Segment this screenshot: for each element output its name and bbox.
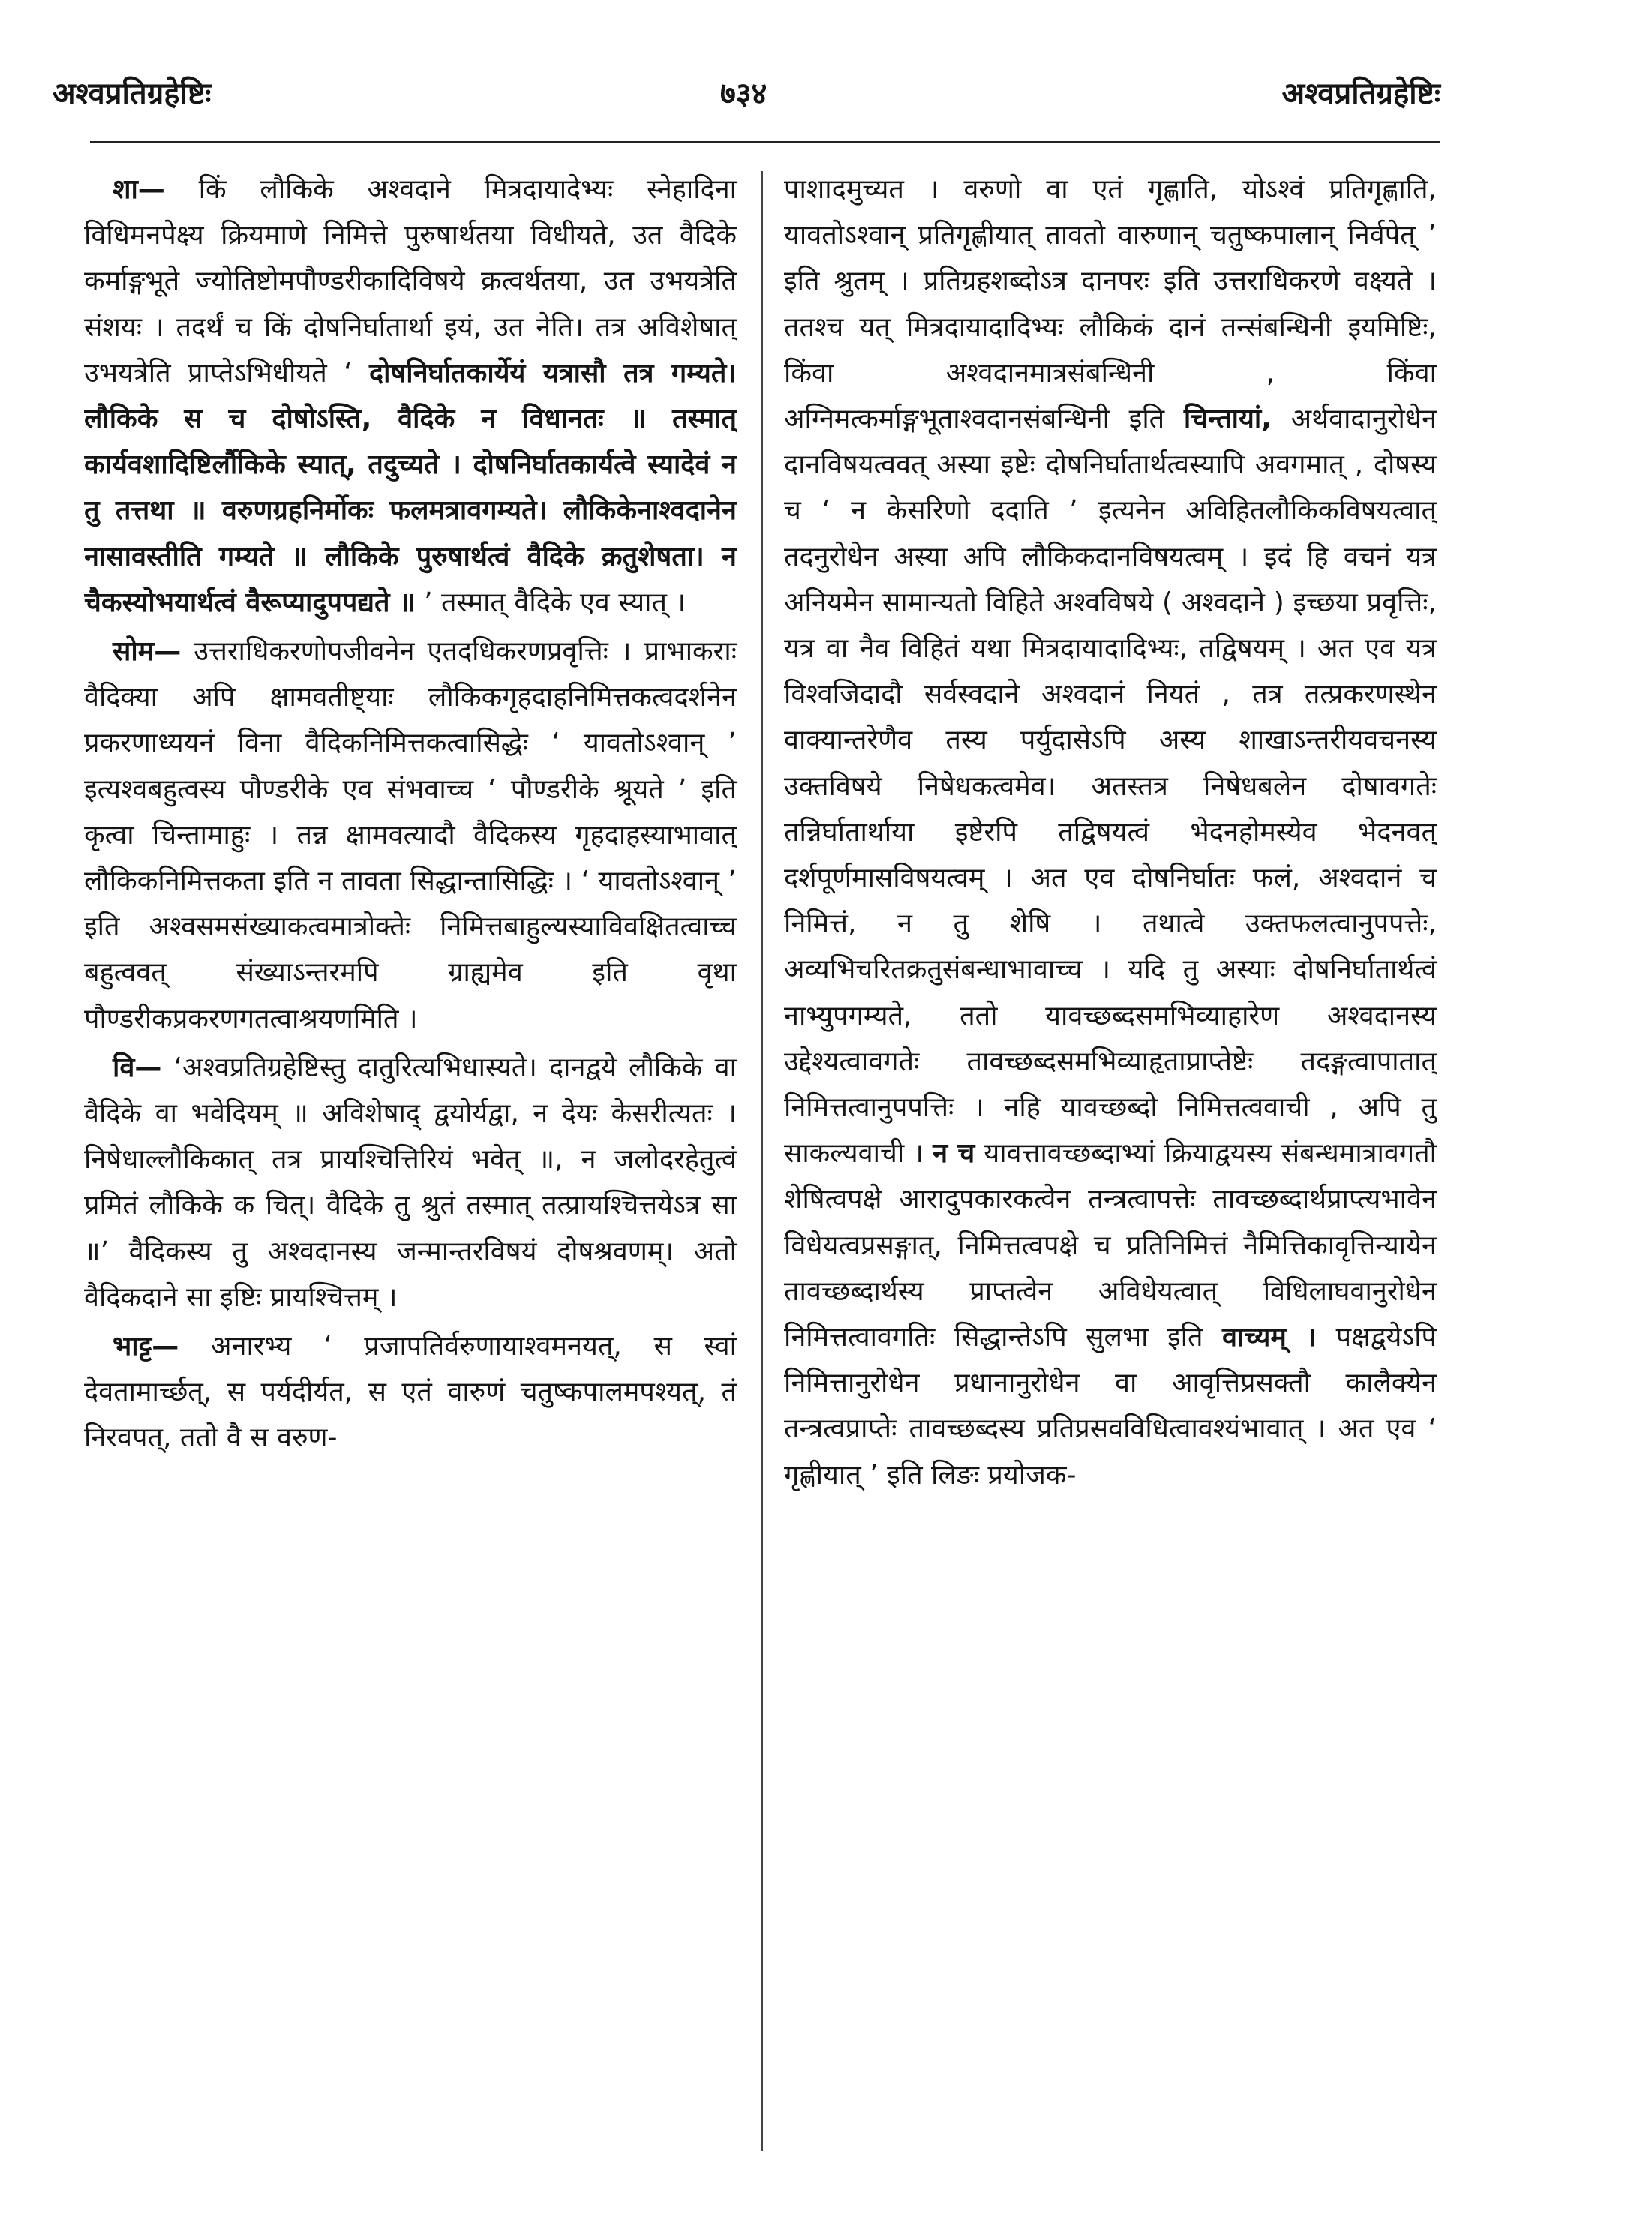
commentary-paragraph-vi (84, 1045, 737, 1320)
paragraph-text: अर्थवादानुरोधेन दानविषयत्ववत् अस्या इष्टेः दोषनिर्घातार्थत्वस्यापि अवगमात् , दोषस्य च ‘ न केसरिणो ददाति ’ इत्यनेन अविहितलौकिकविषयत्वात् तदनुरोधेन अस्या अपि लौकिकदानविषयत्वम् । इदं हि वचनं यत्र अनियमेन सामान्यतो विहिते अश्वविषये ( अश्वदाने ) इच्छया प्रवृत्तिः, यत्र वा नैव विहितं यथा मित्रदायादादिभ्यः, तद्विषयम् । अत एव यत्र विश्वजिदादौ सर्वस्वदाने अश्वदानं नियतं , तत्र तत्प्रकरणस्थेन वाक्यान्तरेणैव तस्य पर्युदासेऽपि अस्य शाखाऽन्तरीयवचनस्य उक्तविषये निषेधकत्वमेव। अतस्तत्र निषेधबलेन दोषावगतेः तन्निर्घातार्थाया इष्टेरपि तद्विषयत्वं भेदनहोमस्येव भेदनवत् दर्शपूर्णमासविषयत्वम् । अत एव दोषनिर्घातः फलं, अश्वदानं च निमित्तं, न तु शेषि । तथात्वे उक्तफलत्वानुपपत्तेः, अव्यभिचरितक्रतुसंबन्धाभावाच्च । यदि तु अस्याः दोषनिर्घातार्थत्वं नाभ्युपगम्यते, ततो यावच्छब्दसमभिव्याहारेण अश्वदानस्य उद्देश्यत्वावगतेः तावच्छब्दसमभिव्याहृताप्राप्तेष्टेः तदङ्गत्वापातात् निमित्तत्वानुपपत्तिः । नहि यावच्छब्दो निमित्तत्ववाची , अपि तु साकल्यवाची । (784, 404, 1437, 1170)
commentator-label: वि— (113, 1052, 162, 1083)
paragraph-text: यावत्तावच्छब्दाभ्यां क्रियाद्वयस्य संबन्धमात्रावगतौ शेषित्वपक्षे आरादुपकारकत्वेन तन्त्रत्वापत्तेः तावच्छब्दार्थप्राप्त्यभावेन विधेयत्वप्रसङ्गात्, निमित्तत्वपक्षे च प्रतिनिमित्तं नैमित्तिकावृत्तिन्यायेन तावच्छब्दार्थस्य प्राप्तत्वेन अविधेयत्वात् विधिलाघवानुरोधेन निमित्तत्वावगतिः सिद्धान्तेऽपि सुलभा इति (784, 1138, 1437, 1353)
running-title-right: अश्वप्रतिग्रहेष्टिः (1281, 77, 1440, 111)
emphasis-text: न च (933, 1138, 975, 1170)
verse-text: दोषनिर्घातकार्येयं यत्रासौ तत्र गम्यते। लौकिके स च दोषोऽस्ति, वैदिके न विधानतः ॥ तस्मात् कार्यवशादिष्टिर्लौकिके स्यात्, तदुच्यते । दोषनिर्घातकार्यत्वे स्यादेवं न तु तत्तथा ॥ वरुणग्रहनिर्मोकः फलमत्रावगम्यते। लौकिकेनाश्वदानेन नासावस्तीति गम्यते ॥ लौकिके पुरुषार्थत्वं वैदिके क्रतुशेषता। न चैकस्योभयार्थत्वं वैरूप्यादुपपद्यते ॥ (84, 357, 737, 618)
commentary-paragraph-shastra (84, 167, 737, 626)
paragraph-text: किं लौकिके अश्वदाने मित्रदायादेभ्यः स्नेहादिना विधिमनपेक्ष्य क्रियमाणे निमित्ते पुरुषार्थतया विधीयते, उत वैदिके कर्माङ्गभूते ज्योतिष्टोमपौण्डरीकादिविषये क्रत्वर्थतया, उत उभयत्रेति संशयः । तदर्थं च किं दोषनिर्घातार्था इयं, उत नेति। तत्र अविशेषात् उभयत्रेति प्राप्तेऽभिधीयते ‘ (84, 174, 737, 389)
running-title-left: अश्वप्रतिग्रहेष्टिः (53, 77, 212, 111)
right-column (784, 167, 1437, 2154)
paragraph-text: पक्षद्वयेऽपि निमित्तानुरोधेन प्रधानानुरोधेन वा आवृत्तिप्रसक्तौ कालैक्येन तन्त्रत्वप्राप्तेः तावच्छब्दस्य प्रतिप्रसवविधित्वावश्यंभावात् । अत एव ‘ गृह्णीयात् ’ इति लिङः प्रयोजक- (784, 1322, 1437, 1491)
commentator-label: शा— (113, 174, 165, 205)
paragraph-text: पाशादमुच्यत । वरुणो वा एतं गृह्णाति, योऽश्वं प्रतिगृह्णाति, यावतोऽश्वान् प्रतिगृह्णीयात् तावतो वारुणान् चतुष्कपालान् निर्वपेत् ’ इति श्रुतम् । प्रतिग्रहशब्दोऽत्र दानपरः इति उत्तराधिकरणे वक्ष्यते । ततश्च यत् मित्रदायादादिभ्यः लौकिकं दानं तन्संबन्धिनी इयमिष्टिः, किंवा अश्वदानमात्रसंबन्धिनी , किंवा अग्निमत्कर्माङ्गभूताश्वदानसंबन्धिनी इति (784, 174, 1437, 435)
commentary-paragraph-bhatta (84, 1323, 737, 1461)
paragraph-text: उत्तराधिकरणोपजीवनेन एतदधिकरणप्रवृत्तिः । प्राभाकराः वैदिक्या अपि क्षामवतीष्ट्याः लौकिकगृहदाहनिमित्तकत्वदर्शनेन प्रकरणाध्ययनं विना वैदिकनिमित्तकत्वासिद्धेः ‘ यावतोऽश्वान् ’ इत्यश्वबहुत्वस्य पौण्डरीके एव संभवाच्च ‘ पौण्डरीके श्रूयते ’ इति कृत्वा चिन्तामाहुः । तन्न क्षामवत्यादौ वैदिकस्य गृहदाहस्याभावात् लौकिकनिमित्तकता इति न तावता सिद्धान्तासिद्धिः । ‘ यावतोऽश्वान् ’ इति अश्वसमसंख्याकत्वमात्रोक्तेः निमित्तबाहुल्यस्याविवक्षितत्वाच्च बहुत्ववत् संख्याऽन्तरमपि ग्राह्यमेव इति वृथा पौण्डरीकप्रकरणगतत्वाश्रयणमिति । (84, 636, 737, 1034)
column-divider (761, 171, 763, 2151)
commentator-label: भाट्ट— (113, 1331, 179, 1362)
emphasis-text: वाच्यम् । (1221, 1322, 1317, 1353)
paragraph-text: अनारभ्य ‘ प्रजापतिर्वरुणायाश्वमनयत्, स स्वां देवतामार्च्छत्, स पर्यदीर्यत, स एतं वारुणं चतुष्कपालमपश्यत्, तं निरवपत्, ततो वै स वरुण- (84, 1331, 737, 1454)
page-number: ७३४ (720, 77, 767, 111)
commentary-paragraph-soma (84, 629, 737, 1042)
page-header (45, 71, 1440, 116)
header-rule (90, 141, 1440, 143)
continued-paragraph (784, 167, 1437, 1498)
paragraph-text: ‘अश्वप्रतिग्रहेष्टिस्तु दातुरित्यभिधास्यते। दानद्वये लौकिके वा वैदिके वा भवेदियम् ॥ अविशेषाद् द्वयोर्यद्वा, न देयः केसरीत्यतः । निषेधाल्लौकिकात् तत्र प्रायश्चित्तिरियं भवेत् ॥, न जलोदरहेतुत्वं प्रमितं लौकिके क चित्। वैदिके तु श्रुतं तस्मात् तत्प्रायश्चित्तयेऽत्र सा ॥’ वैदिकस्य तु अश्वदानस्य जन्मान्तरविषयं दोषश्रवणम्। अतो वैदिकदाने सा इष्टिः प्रायश्चित्तम् । (84, 1052, 737, 1313)
emphasis-text: चिन्तायां, (1183, 404, 1272, 435)
commentator-label: सोम— (113, 636, 182, 668)
paragraph-tail: ’ तस्मात् वैदिके एव स्यात् । (424, 587, 686, 618)
left-column (84, 167, 737, 2154)
